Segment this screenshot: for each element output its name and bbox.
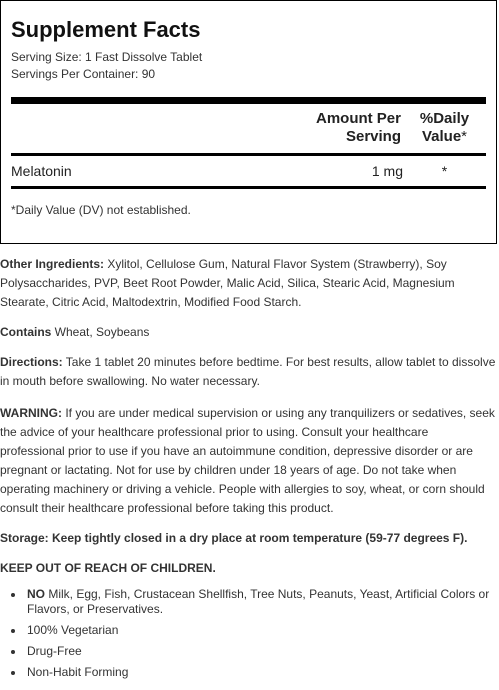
amount-header-line2: Serving (345, 128, 401, 145)
warning-text: If you are under medical supervision or using any tranquilizers or sedatives, seek the advice of your healthcare professional prior to using. Consult your healthcare professional prior to use if you have an autoimmune condition, depressive disorder or are pregnant or lactating. Not for use by children under 18 years of age. Do not take when operating machinery or driving a vehicle. People with allergies to soy, wheat, or corn should consult their healthcare professional before taking this product. (0, 406, 495, 515)
serving-size: Serving Size: 1 Fast Dissolve Tablet (11, 50, 203, 64)
dv-footnote: *Daily Value (DV) not established. (11, 203, 191, 217)
other-ingredients-text: Xylitol, Cellulose Gum, Natural Flavor System (Strawberry), Soy Polysaccharides, PVP, Beet Root Powder, Malic Acid, Silica, Stearic Acid, Magnesium Stearate, Citric Acid, Maltodextrin, Modified Food Starch. (0, 257, 455, 309)
amount-per-serving-header (298, 110, 401, 146)
contains-text: Wheat, Soybeans (51, 325, 150, 339)
other-ingredients-label: Other Ingredients: (0, 257, 105, 271)
list-item-text: 100% Vegetarian (27, 623, 119, 637)
storage: Storage: Keep tightly closed in a dry place at room temperature (59-77 degrees F). (0, 531, 468, 545)
feature-list (0, 587, 496, 680)
facts-header-row (11, 104, 486, 152)
ingredient-amount: 1 mg (371, 163, 403, 179)
list-item (25, 644, 496, 659)
directions (0, 353, 496, 391)
facts-title: Supplement Facts (11, 17, 201, 42)
ingredient-dv: * (441, 163, 448, 179)
list-item (25, 623, 496, 638)
amount-header-line1: Amount Per (315, 110, 401, 127)
directions-text: Take 1 tablet 20 minutes before bedtime. For best results, allow tablet to dissolve in mouth before swallowing. No water necessary. (0, 355, 496, 388)
servings-per-container: Servings Per Container: 90 (11, 67, 156, 81)
warning-label: WARNING: (0, 406, 62, 420)
directions-label: Directions: (0, 355, 63, 369)
daily-value-header (401, 110, 486, 146)
dv-header-line2 (403, 128, 486, 146)
list-item-bold: NO (27, 587, 45, 601)
table-row (11, 156, 486, 186)
keep-out-of-reach: KEEP OUT OF REACH OF CHILDREN. (0, 561, 216, 575)
list-item-text: Drug-Free (27, 644, 82, 658)
product-details (0, 255, 496, 686)
warning (0, 404, 496, 518)
contains-label: Contains (0, 325, 52, 339)
list-item (25, 665, 496, 680)
dv-header-star: * (461, 128, 468, 145)
contains (0, 323, 496, 342)
list-item (25, 587, 496, 617)
ingredient-name: Melatonin (11, 163, 72, 179)
other-ingredients (0, 255, 496, 312)
thick-divider (11, 97, 486, 104)
dv-header-value: Value (421, 128, 462, 145)
supplement-facts-panel (0, 0, 497, 244)
dv-header-line1: %Daily (419, 110, 470, 127)
list-item-text: Milk, Egg, Fish, Crustacean Shellfish, Tree Nuts, Peanuts, Yeast, Artificial Colors or Flavors, or Preservatives. (27, 587, 490, 616)
list-item-text: Non-Habit Forming (27, 665, 129, 679)
bottom-divider (11, 186, 486, 189)
